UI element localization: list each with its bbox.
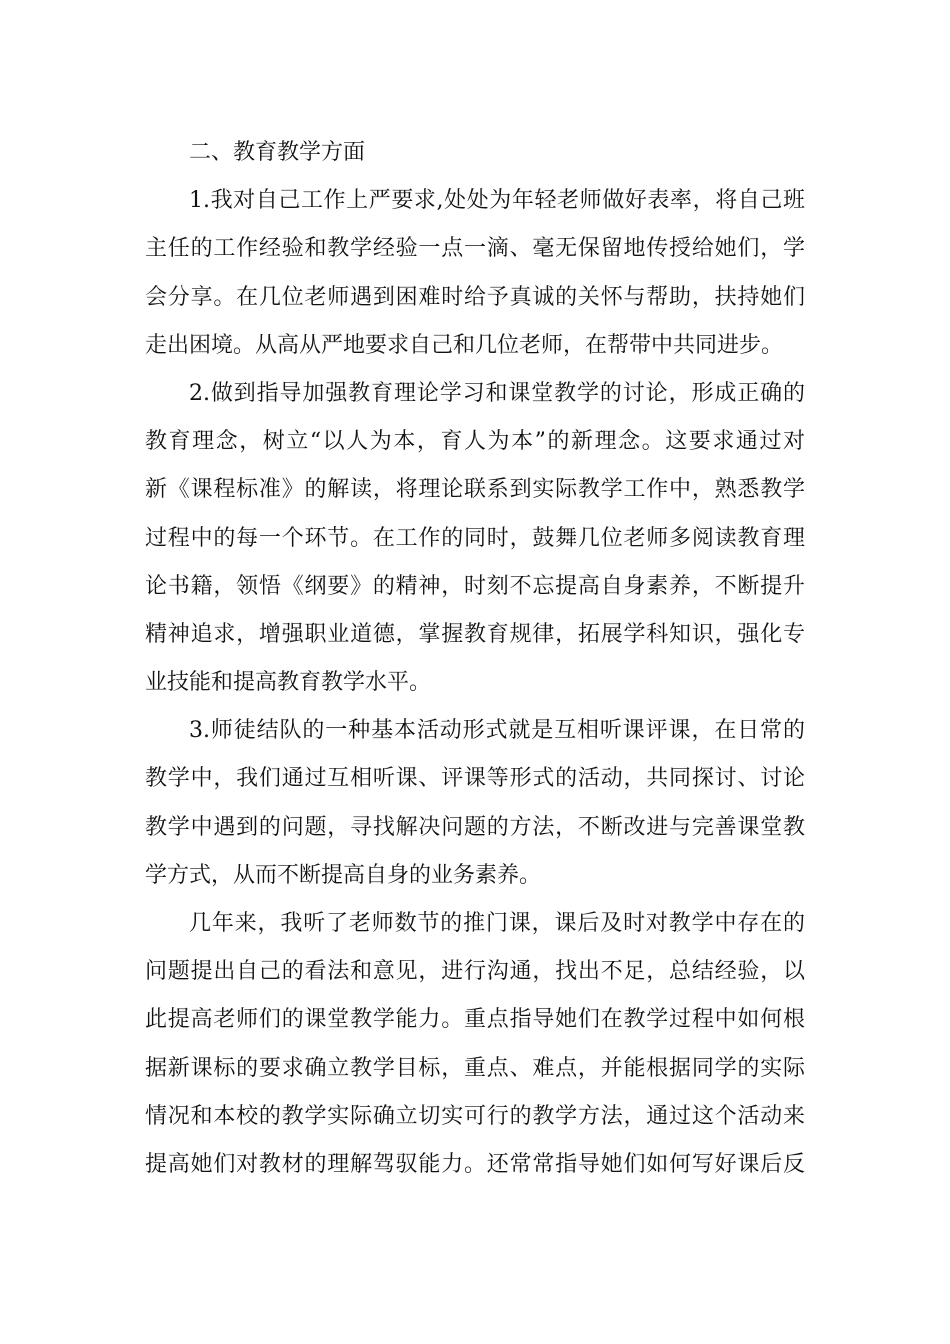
text-line: 几年来，我听了老师数节的推门课，课后及时对教学中存在的	[189, 911, 805, 936]
text-line: 1.我对自己工作上严要求,处处为年轻老师做好表率，将自己班	[189, 188, 805, 214]
text-line: 新《课程标准》的解读，将理论联系到实际教学工作中，熟悉教学	[145, 477, 805, 503]
text-line: 教育理念，树立“以人为本，育人为本”的新理念。这要求通过对	[145, 429, 805, 455]
text-line: 教学中，我们通过互相听课、评课等形式的活动，共同探讨、讨论	[145, 766, 805, 792]
text-line: 会分享。在几位老师遇到困难时给予真诚的关怀与帮助，扶持她们	[145, 284, 805, 310]
text-line: 提高她们对教材的理解驾驭能力。还常常指导她们如何写好课后反	[145, 1151, 805, 1177]
text-line: 精神追求，增强职业道德，掌握教育规律，拓展学科知识，强化专	[145, 621, 805, 647]
paragraph-3	[145, 712, 805, 905]
section-heading: 二、教育教学方面	[189, 140, 366, 165]
paragraph-4	[145, 905, 805, 1194]
text-line: 走出困境。从高从严地要求自己和几位老师，在帮带中共同进步。	[145, 332, 784, 358]
text-line: 主任的工作经验和教学经验一点一滴、毫无保留地传授给她们，学	[145, 236, 805, 262]
text-line: 据新课标的要求确立教学目标，重点、难点，并能根据同学的实际	[145, 1055, 805, 1081]
text-line: 3.师徒结队的一种基本活动形式就是互相听课评课，在日常的	[189, 718, 805, 744]
paragraph-1	[145, 182, 805, 375]
document-body	[145, 134, 805, 1194]
text-line: 问题提出自己的看法和意见，进行沟通，找出不足，总结经验，以	[145, 959, 805, 985]
text-line: 业技能和提高教育教学水平。	[145, 670, 432, 696]
text-line: 学方式，从而不断提高自身的业务素养。	[145, 862, 542, 888]
text-line: 论书籍，领悟《纲要》的精神，时刻不忘提高自身素养，不断提升	[145, 573, 805, 599]
text-line: 2.做到指导加强教育理论学习和课堂教学的讨论，形成正确的	[189, 380, 805, 406]
text-line: 情况和本校的教学实际确立切实可行的教学方法，通过这个活动来	[145, 1103, 805, 1129]
text-line: 教学中遇到的问题，寻找解决问题的方法，不断改进与完善课堂教	[145, 814, 805, 840]
text-line: 此提高老师们的课堂教学能力。重点指导她们在教学过程中如何根	[145, 1007, 805, 1033]
text-line: 过程中的每一个环节。在工作的同时，鼓舞几位老师多阅读教育理	[145, 525, 805, 551]
paragraph-2	[145, 375, 805, 712]
